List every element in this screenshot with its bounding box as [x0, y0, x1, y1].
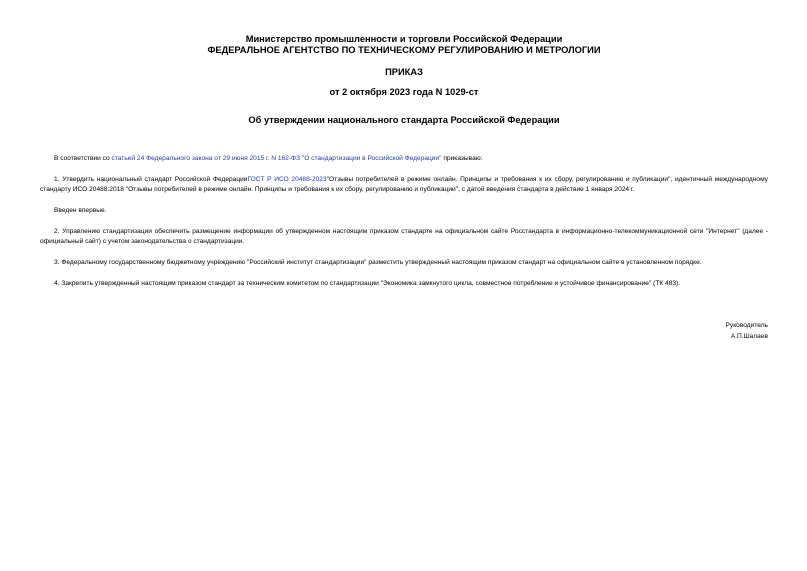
document-page [40, 0, 768, 571]
agency-title: ФЕДЕРАЛЬНОЕ АГЕНТСТВО ПО ТЕХНИЧЕСКОМУ РЕГУЛИРОВАНИЮ И МЕТРОЛОГИИ [207, 45, 601, 55]
federal-law-link[interactable]: статьей 24 Федерального закона от 29 июня 2015 г. N 162-ФЗ "О стандартизации в Российской Федерации" [111, 155, 442, 162]
item-1-text-before: 1. Утвердить национальный стандарт Российской Федерации [54, 176, 248, 183]
ministry-title: Министерство промышленности и торговли Российской Федерации [245, 34, 563, 44]
item-1-paragraph [40, 175, 768, 195]
item-2-paragraph: 2. Управлению стандартизации обеспечить размещение информации об утвержденном настоящим приказом стандарте на официальном сайте Росстандарта в информационно-телекоммуникационной сети "Интернет" (далее - официальный сайт) с учетом законодательства о стандартизации. [40, 228, 768, 245]
standard-link[interactable]: ГОСТ Р ИСО 20488-2023 [247, 176, 327, 183]
document-subject: Об утверждении национального стандарта Российской Федерации [248, 115, 560, 125]
item-1-text-after: "Отзывы потребителей в режиме онлайн. Принципы и требования к их сбору, регулированию и публикации", идентичный международному стандарту ИСО 20488:2018 "Отзывы потребителей в режиме онлайн. Принципы и требования к их сбору, регулированию и публикации", с датой введения стандарта в действие 1 января 2024 г. [40, 176, 768, 193]
intro-paragraph [40, 154, 768, 164]
intro-text-before: В соответствии со [54, 155, 112, 162]
item-3-paragraph: 3. Федеральному государственному бюджетному учреждению "Российский институт стандартизации" разместить утвержденный настоящим приказом стандарт на официальном сайте в установленном порядке. [54, 259, 702, 266]
document-date-number: от 2 октября 2023 года N 1029-ст [329, 87, 479, 97]
signer-name: А.П.Шалаев [730, 333, 768, 340]
item-4-paragraph: 4. Закрепить утвержденный настоящим приказом стандарт за техническим комитетом по стандартизации "Экономика замкнутого цикла, совместное потребление и устойчивое финансирование" (ТК 483). [54, 280, 681, 287]
introduced-note: Введен впервые. [54, 207, 107, 214]
signature-block [726, 320, 768, 342]
signer-position: Руководитель [725, 322, 768, 329]
intro-text-after: приказываю: [441, 155, 483, 162]
document-type: ПРИКАЗ [385, 67, 423, 77]
